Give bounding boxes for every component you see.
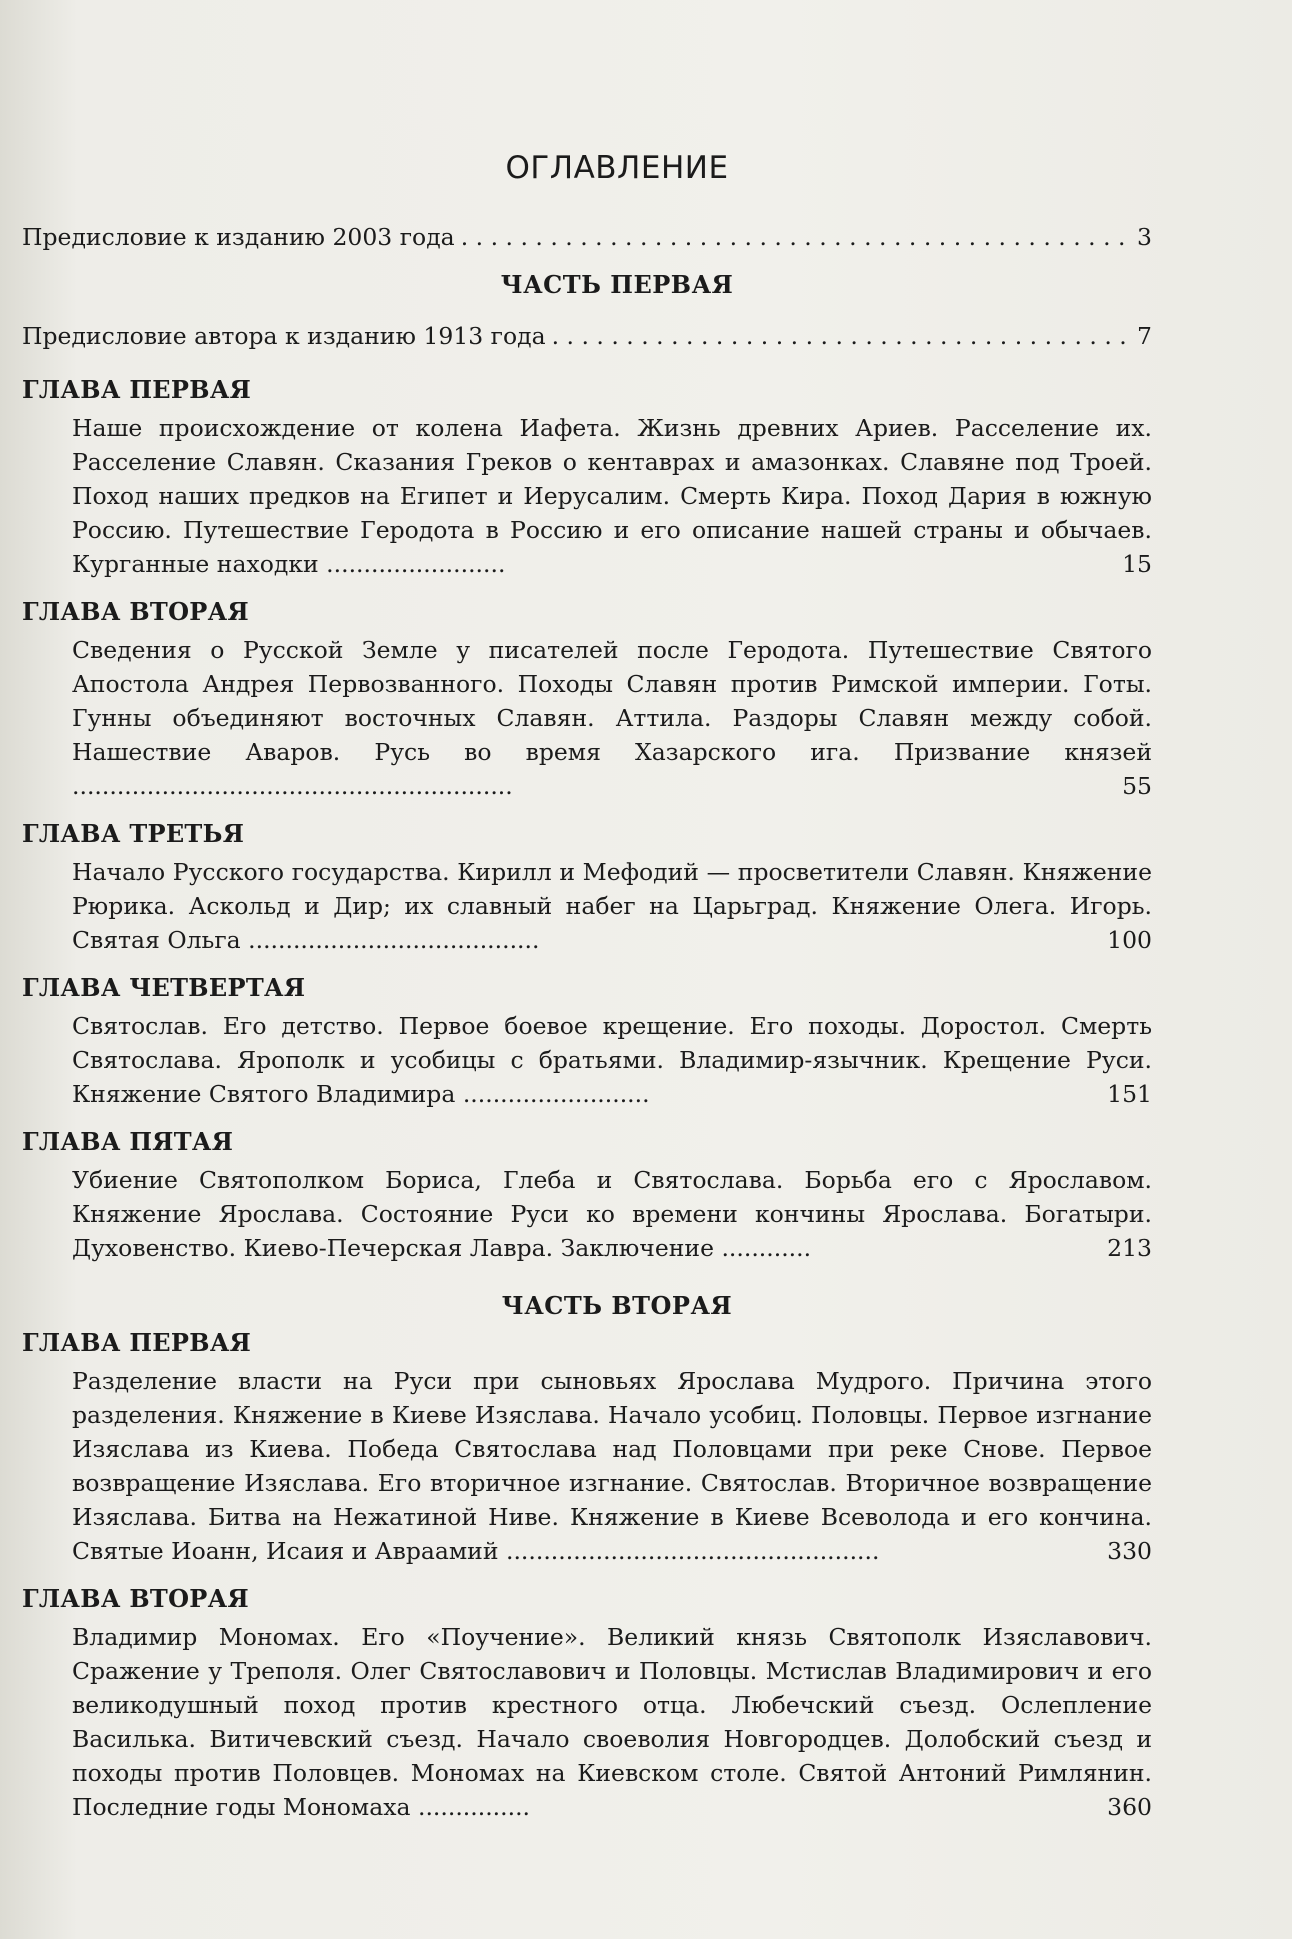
chapter-page: 15: [1122, 550, 1152, 578]
chapter-page: 100: [1107, 926, 1152, 954]
part-two-title: ЧАСТЬ ВТОРАЯ: [501, 1291, 733, 1320]
chapter-heading: ГЛАВА ЧЕТВЕРТАЯ: [22, 973, 306, 1002]
toc-title: ОГЛАВЛЕНИЕ: [505, 150, 729, 186]
chapter-text: Сведения о Русской Земле у писателей после Геродота. Путешествие Святого Апостола Андрея Первозванного. Походы Славян против Римской империи. Готы. Гунны объединяют восточных Славян. Аттила. Раздоры Славян между собой. Нашествие Аваров. Русь во время Хазарского ига. Призвание князей: [72, 636, 1152, 766]
chapter-text: Начало Русского государства. Кирилл и Мефодий — просветители Славян. Княжение Рюрика. Аскольд и Дир; их славный набег на Царьград. Княжение Олега. Игорь. Святая Ольга: [72, 858, 1152, 954]
toc-entry-preface-1913: [22, 319, 1152, 353]
chapter-text: Убиение Святополком Бориса, Глеба и Святослава. Борьба его с Ярославом. Княжение Ярослава. Состояние Руси ко времени кончины Ярослава. Богатыри. Духовенство. Киево-Печерская Лавра. Заключение: [72, 1166, 1152, 1262]
chapter-page: 330: [1107, 1537, 1152, 1565]
chapter-summary: Начало Русского государства. Кирилл и Мефодий — просветители Славян. Княжение Рюрика. Аскольд и Дир; их славный набег на Царьград. Княжение Олега. Игорь. Святая Ольга ....................................... 100: [22, 855, 1152, 957]
table-of-contents: [22, 150, 1152, 1824]
entry-title: Предисловие автора к изданию 1913 года: [22, 322, 546, 350]
part1-chapter-2: [22, 595, 1152, 803]
chapter-summary: Сведения о Русской Земле у писателей после Геродота. Путешествие Святого Апостола Андрея Первозванного. Походы Славян против Римской империи. Готы. Гунны объединяют восточных Славян. Аттила. Раздоры Славян между собой. Нашествие Аваров. Русь во время Хазарского ига. Призвание князей ........................................................... 55: [22, 633, 1152, 803]
part1-chapter-3: [22, 817, 1152, 957]
chapter-text: Святослав. Его детство. Первое боевое крещение. Его походы. Доростол. Смерть Святослава. Ярополк и усобицы с братьями. Владимир-язычник. Крещение Руси. Княжение Святого Владимира: [72, 1012, 1152, 1108]
chapter-heading: ГЛАВА ПЕРВАЯ: [22, 1328, 252, 1357]
part2-chapter-1: [22, 1326, 1152, 1568]
part1-chapter-1: [22, 373, 1152, 581]
chapter-page: 360: [1107, 1793, 1152, 1821]
chapter-text: Разделение власти на Руси при сыновьях Ярослава Мудрого. Причина этого разделения. Княжение в Киеве Изяслава. Начало усобиц. Половцы. Первое изгнание Изяслава из Киева. Победа Святослава над Половцами при реке Снове. Первое возвращение Изяслава. Его вторичное изгнание. Святослав. Вторичное возвращение Изяслава. Битва на Нежатиной Ниве. Княжение в Киеве Всеволода и его кончина. Святые Иоанн, Исаия и Авраамий: [72, 1367, 1152, 1565]
chapter-heading: ГЛАВА ВТОРАЯ: [22, 597, 249, 626]
part2-chapter-2: [22, 1582, 1152, 1824]
dot-leader: [552, 319, 1131, 353]
chapter-heading: ГЛАВА ПЯТАЯ: [22, 1127, 234, 1156]
chapter-summary: Разделение власти на Руси при сыновьях Ярослава Мудрого. Причина этого разделения. Княжение в Киеве Изяслава. Начало усобиц. Половцы. Первое изгнание Изяслава из Киева. Победа Святослава над Половцами при реке Снове. Первое возвращение Изяслава. Его вторичное изгнание. Святослав. Вторичное возвращение Изяслава. Битва на Нежатиной Ниве. Княжение в Киеве Всеволода и его кончина. Святые Иоанн, Исаия и Авраамий .................................................. 330: [22, 1364, 1152, 1568]
dot-leader: [461, 220, 1131, 254]
chapter-text: Наше происхождение от колена Иафета. Жизнь древних Ариев. Расселение их. Расселение Славян. Сказания Греков о кентаврах и амазонках. Славяне под Троей. Поход наших предков на Египет и Иерусалим. Смерть Кира. Поход Дария в южную Россию. Путешествие Геродота в Россию и его описание нашей страны и обычаев. Курганные находки: [72, 414, 1152, 578]
entry-title: Предисловие к изданию 2003 года: [22, 223, 455, 251]
entry-page: 7: [1137, 322, 1152, 350]
chapter-summary: Владимир Мономах. Его «Поучение». Великий князь Святополк Изяславович. Сражение у Треполя. Олег Святославович и Половцы. Мстислав Владимирович и его великодушный поход против крестного отца. Любечский съезд. Ослепление Василька. Витичевский съезд. Начало своеволия Новгородцев. Долобский съезд и походы против Половцев. Мономах на Киевском столе. Святой Антоний Римлянин. Последние годы Мономаха ............... 360: [22, 1620, 1152, 1824]
chapter-heading: ГЛАВА ТРЕТЬЯ: [22, 819, 245, 848]
chapter-summary: Убиение Святополком Бориса, Глеба и Святослава. Борьба его с Ярославом. Княжение Ярослава. Состояние Руси ко времени кончины Ярослава. Богатыри. Духовенство. Киево-Печерская Лавра. Заключение ............ 213: [22, 1163, 1152, 1265]
chapter-page: 151: [1107, 1080, 1152, 1108]
part1-chapter-4: [22, 971, 1152, 1111]
part1-chapter-5: [22, 1125, 1152, 1265]
chapter-heading: ГЛАВА ВТОРАЯ: [22, 1584, 249, 1613]
chapter-heading: ГЛАВА ПЕРВАЯ: [22, 375, 252, 404]
chapter-text: Владимир Мономах. Его «Поучение». Великий князь Святополк Изяславович. Сражение у Треполя. Олег Святославович и Половцы. Мстислав Владимирович и его великодушный поход против крестного отца. Любечский съезд. Ослепление Василька. Витичевский съезд. Начало своеволия Новгородцев. Долобский съезд и походы против Половцев. Мономах на Киевском столе. Святой Антоний Римлянин. Последние годы Мономаха: [72, 1623, 1152, 1821]
chapter-summary: Наше происхождение от колена Иафета. Жизнь древних Ариев. Расселение их. Расселение Славян. Сказания Греков о кентаврах и амазонках. Славяне под Троей. Поход наших предков на Египет и Иерусалим. Смерть Кира. Поход Дария в южную Россию. Путешествие Геродота в Россию и его описание нашей страны и обычаев. Курганные находки ........................ 15: [22, 411, 1152, 581]
entry-page: 3: [1137, 223, 1152, 251]
chapter-summary: Святослав. Его детство. Первое боевое крещение. Его походы. Доростол. Смерть Святослава. Ярополк и усобицы с братьями. Владимир-язычник. Крещение Руси. Княжение Святого Владимира ......................... 151: [22, 1009, 1152, 1111]
chapter-page: 55: [1122, 772, 1152, 800]
toc-entry-preface-2003: [22, 220, 1152, 254]
part-one-title: ЧАСТЬ ПЕРВАЯ: [500, 270, 734, 299]
chapter-page: 213: [1107, 1234, 1152, 1262]
